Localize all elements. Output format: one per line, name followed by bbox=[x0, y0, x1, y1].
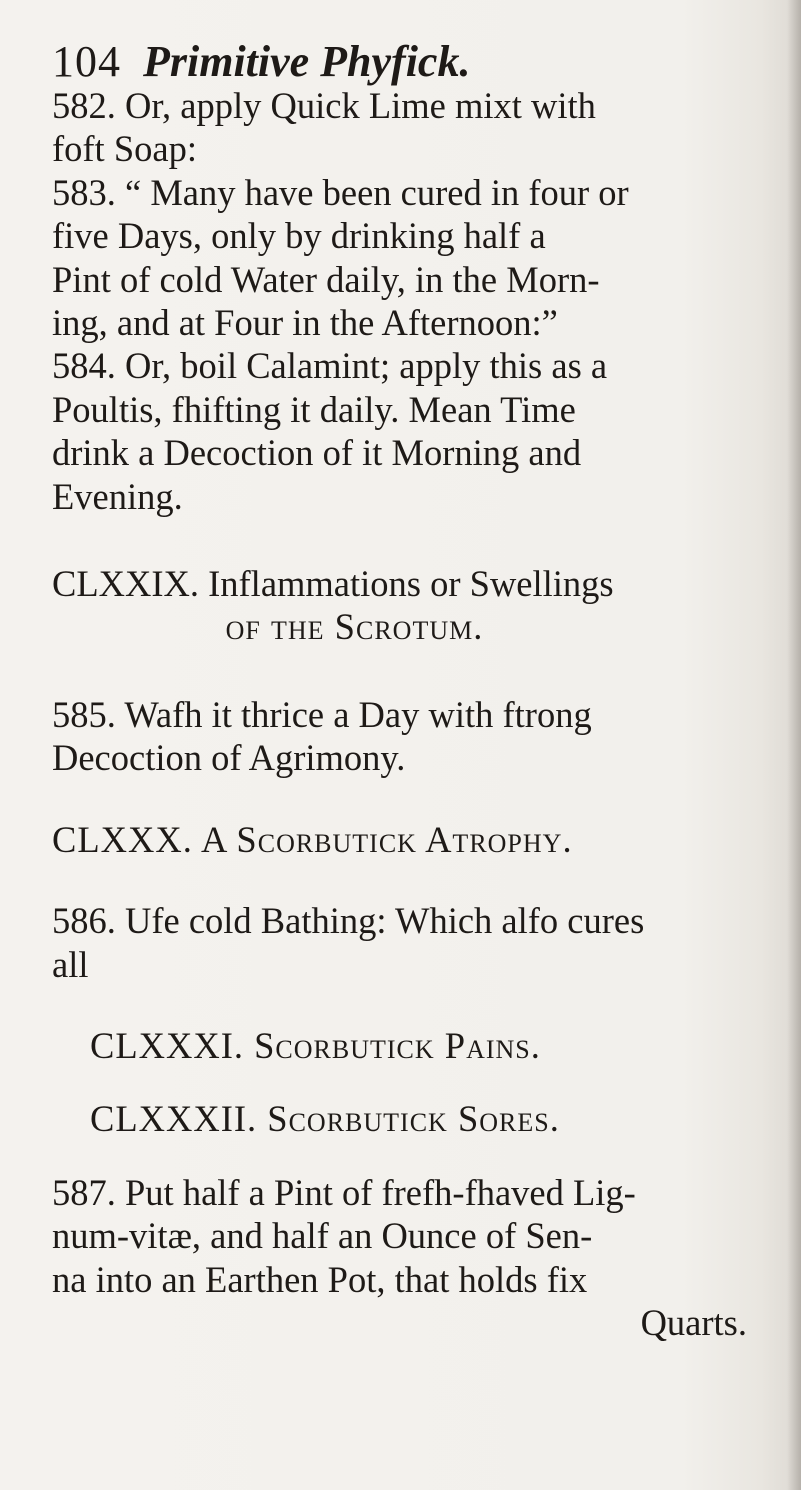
entry-582 bbox=[52, 84, 767, 171]
page-edge-shadow bbox=[787, 0, 801, 1490]
text-line: Pint of cold Water daily, in the Morn- bbox=[52, 258, 600, 300]
entry-586 bbox=[52, 899, 767, 986]
text-line: Poultis, fhifting it daily. Mean Time bbox=[52, 388, 576, 430]
text-line: five Days, only by drinking half a bbox=[52, 215, 546, 257]
entry-584 bbox=[52, 344, 767, 518]
text-line: 585. Wafh it thrice a Day with ftrong bbox=[52, 693, 592, 735]
page-body bbox=[52, 84, 767, 1344]
section-heading-clxxix bbox=[52, 562, 767, 649]
section-heading-clxxxi bbox=[52, 1024, 767, 1067]
heading-line: CLXXX. A Scorbutick Atrophy. bbox=[52, 818, 573, 860]
section-heading-clxxx bbox=[52, 818, 767, 861]
entry-585 bbox=[52, 693, 767, 780]
heading-line: CLXXXI. Scorbutick Pains. bbox=[90, 1024, 541, 1066]
text-line: all bbox=[52, 943, 89, 985]
section-heading-clxxxii bbox=[52, 1097, 767, 1140]
page-number: 104 bbox=[52, 37, 121, 86]
heading-line: of the Scrotum. bbox=[225, 606, 484, 648]
text-line: 587. Put half a Pint of frefh-fhaved Lig- bbox=[52, 1171, 636, 1213]
text-line: 583. “ Many have been cured in four or bbox=[52, 171, 629, 213]
running-header bbox=[52, 36, 470, 88]
text-line: 584. Or, boil Calamint; apply this as a bbox=[52, 345, 608, 387]
running-title: Primitive Phyfick. bbox=[143, 37, 471, 86]
text-line: na into an Earthen Pot, that holds fix bbox=[52, 1258, 588, 1300]
text-line: ing, and at Four in the Afternoon:” bbox=[52, 302, 558, 344]
catchword: Quarts. bbox=[640, 1301, 747, 1343]
heading-line: CLXXXII. Scorbutick Sores. bbox=[90, 1098, 560, 1140]
text-line: foft Soap: bbox=[52, 128, 197, 170]
heading-line: CLXXIX. Inflammations or Swellings bbox=[52, 563, 614, 605]
text-line: Evening. bbox=[52, 475, 183, 517]
text-line: drink a Decoction of it Morning and bbox=[52, 432, 582, 474]
text-line: num-vitæ, and half an Ounce of Sen- bbox=[52, 1215, 593, 1257]
text-line: Decoction of Agrimony. bbox=[52, 737, 406, 779]
entry-587 bbox=[52, 1171, 767, 1345]
text-line: 586. Ufe cold Bathing: Which alfo cures bbox=[52, 900, 645, 942]
entry-583 bbox=[52, 171, 767, 345]
text-line: 582. Or, apply Quick Lime mixt with bbox=[52, 85, 596, 126]
